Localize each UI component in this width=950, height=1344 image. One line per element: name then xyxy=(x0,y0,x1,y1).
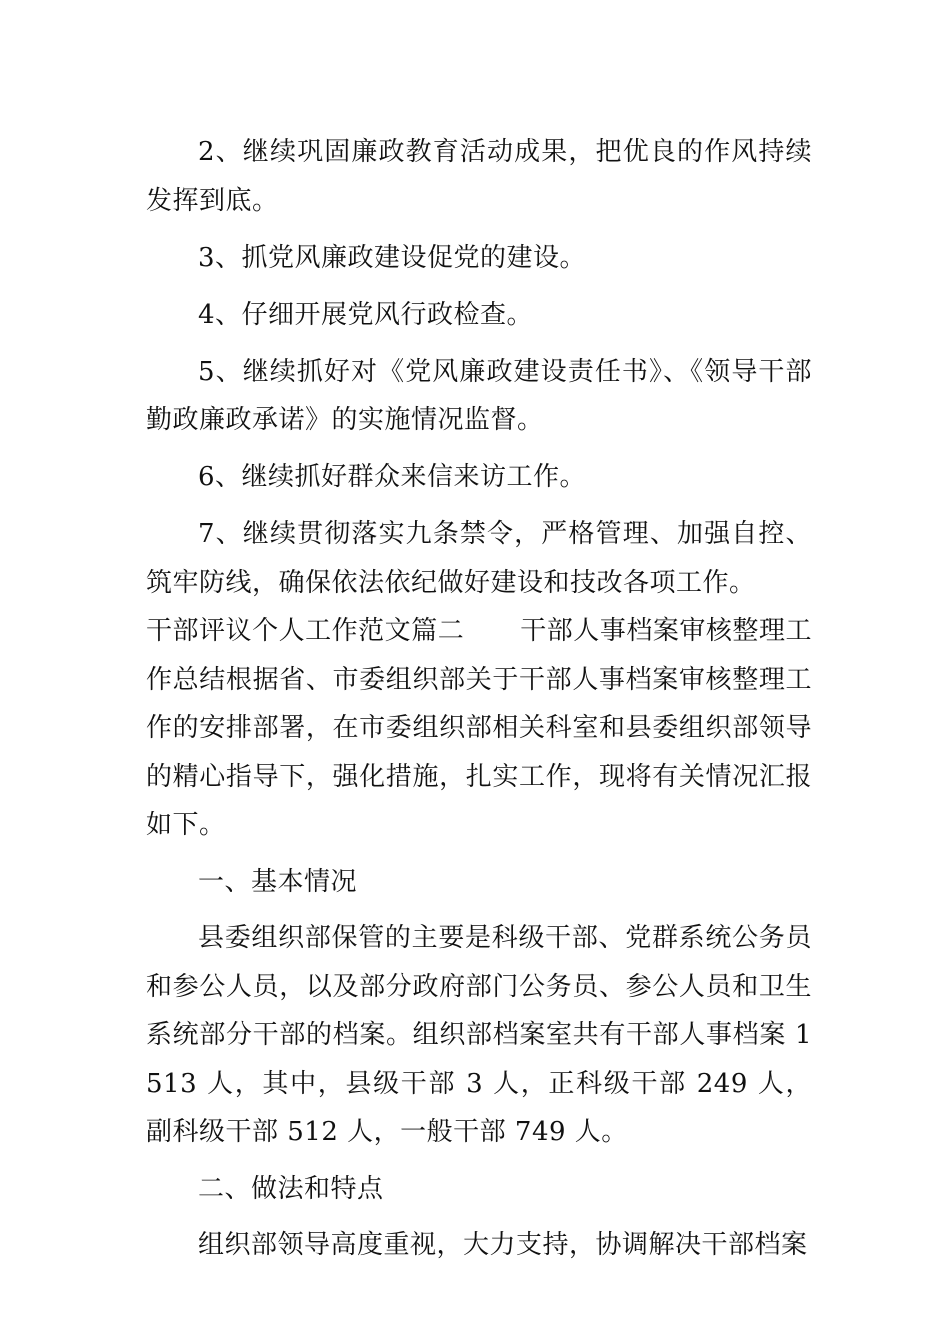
section-title: 干部评议个人工作范文篇二 xyxy=(146,616,465,646)
list-item: 3、抓党风廉政建设促党的建设。 xyxy=(198,242,587,273)
list-item: 2、继续巩固廉政教育活动成果，把优良的作风持续发挥到底。 xyxy=(146,137,812,216)
list-item: 6、继续抓好群众来信来访工作。 xyxy=(198,462,587,492)
body-paragraph: 县委组织部保管的主要是科级干部、党群系统公务员和参公人员，以及部分政府部门公务员、参公人员和卫生系统部分干部的档案。组织部档案室共有干部人事档案 1513 人，其中，县级干部 3 人，正科级干部 249 人，副科级干部 512 人，一般干部 749 人。 xyxy=(146,923,812,1147)
list-item: 4、仔细开展党风行政检查。 xyxy=(198,299,534,330)
list-item: 5、继续抓好对《党风廉政建设责任书》、《领导干部勤政廉政承诺》的实施情况监督。 xyxy=(146,356,812,435)
list-item: 7、继续贯彻落实九条禁令，严格管理、加强自控、筑牢防线，确保依法依纪做好建设和技改各项工作。 xyxy=(146,519,812,598)
section-title-block xyxy=(146,607,812,850)
body-paragraph: 组织部领导高度重视，大力支持，协调解决干部档案 xyxy=(198,1230,808,1260)
section-subtitle: 干部人事档案审核整理工作总结根据省、市委组织部关于干部人事档案审核整理工作的安排部署，在市委组织部相关科室和县委组织部领导的精心指导下，强化措施，扎实工作，现将有关情况汇报如下。 xyxy=(146,616,812,840)
document-page xyxy=(146,128,812,1270)
heading-basic-situation: 一、基本情况 xyxy=(198,866,358,897)
heading-methods: 二、做法和特点 xyxy=(198,1173,384,1204)
